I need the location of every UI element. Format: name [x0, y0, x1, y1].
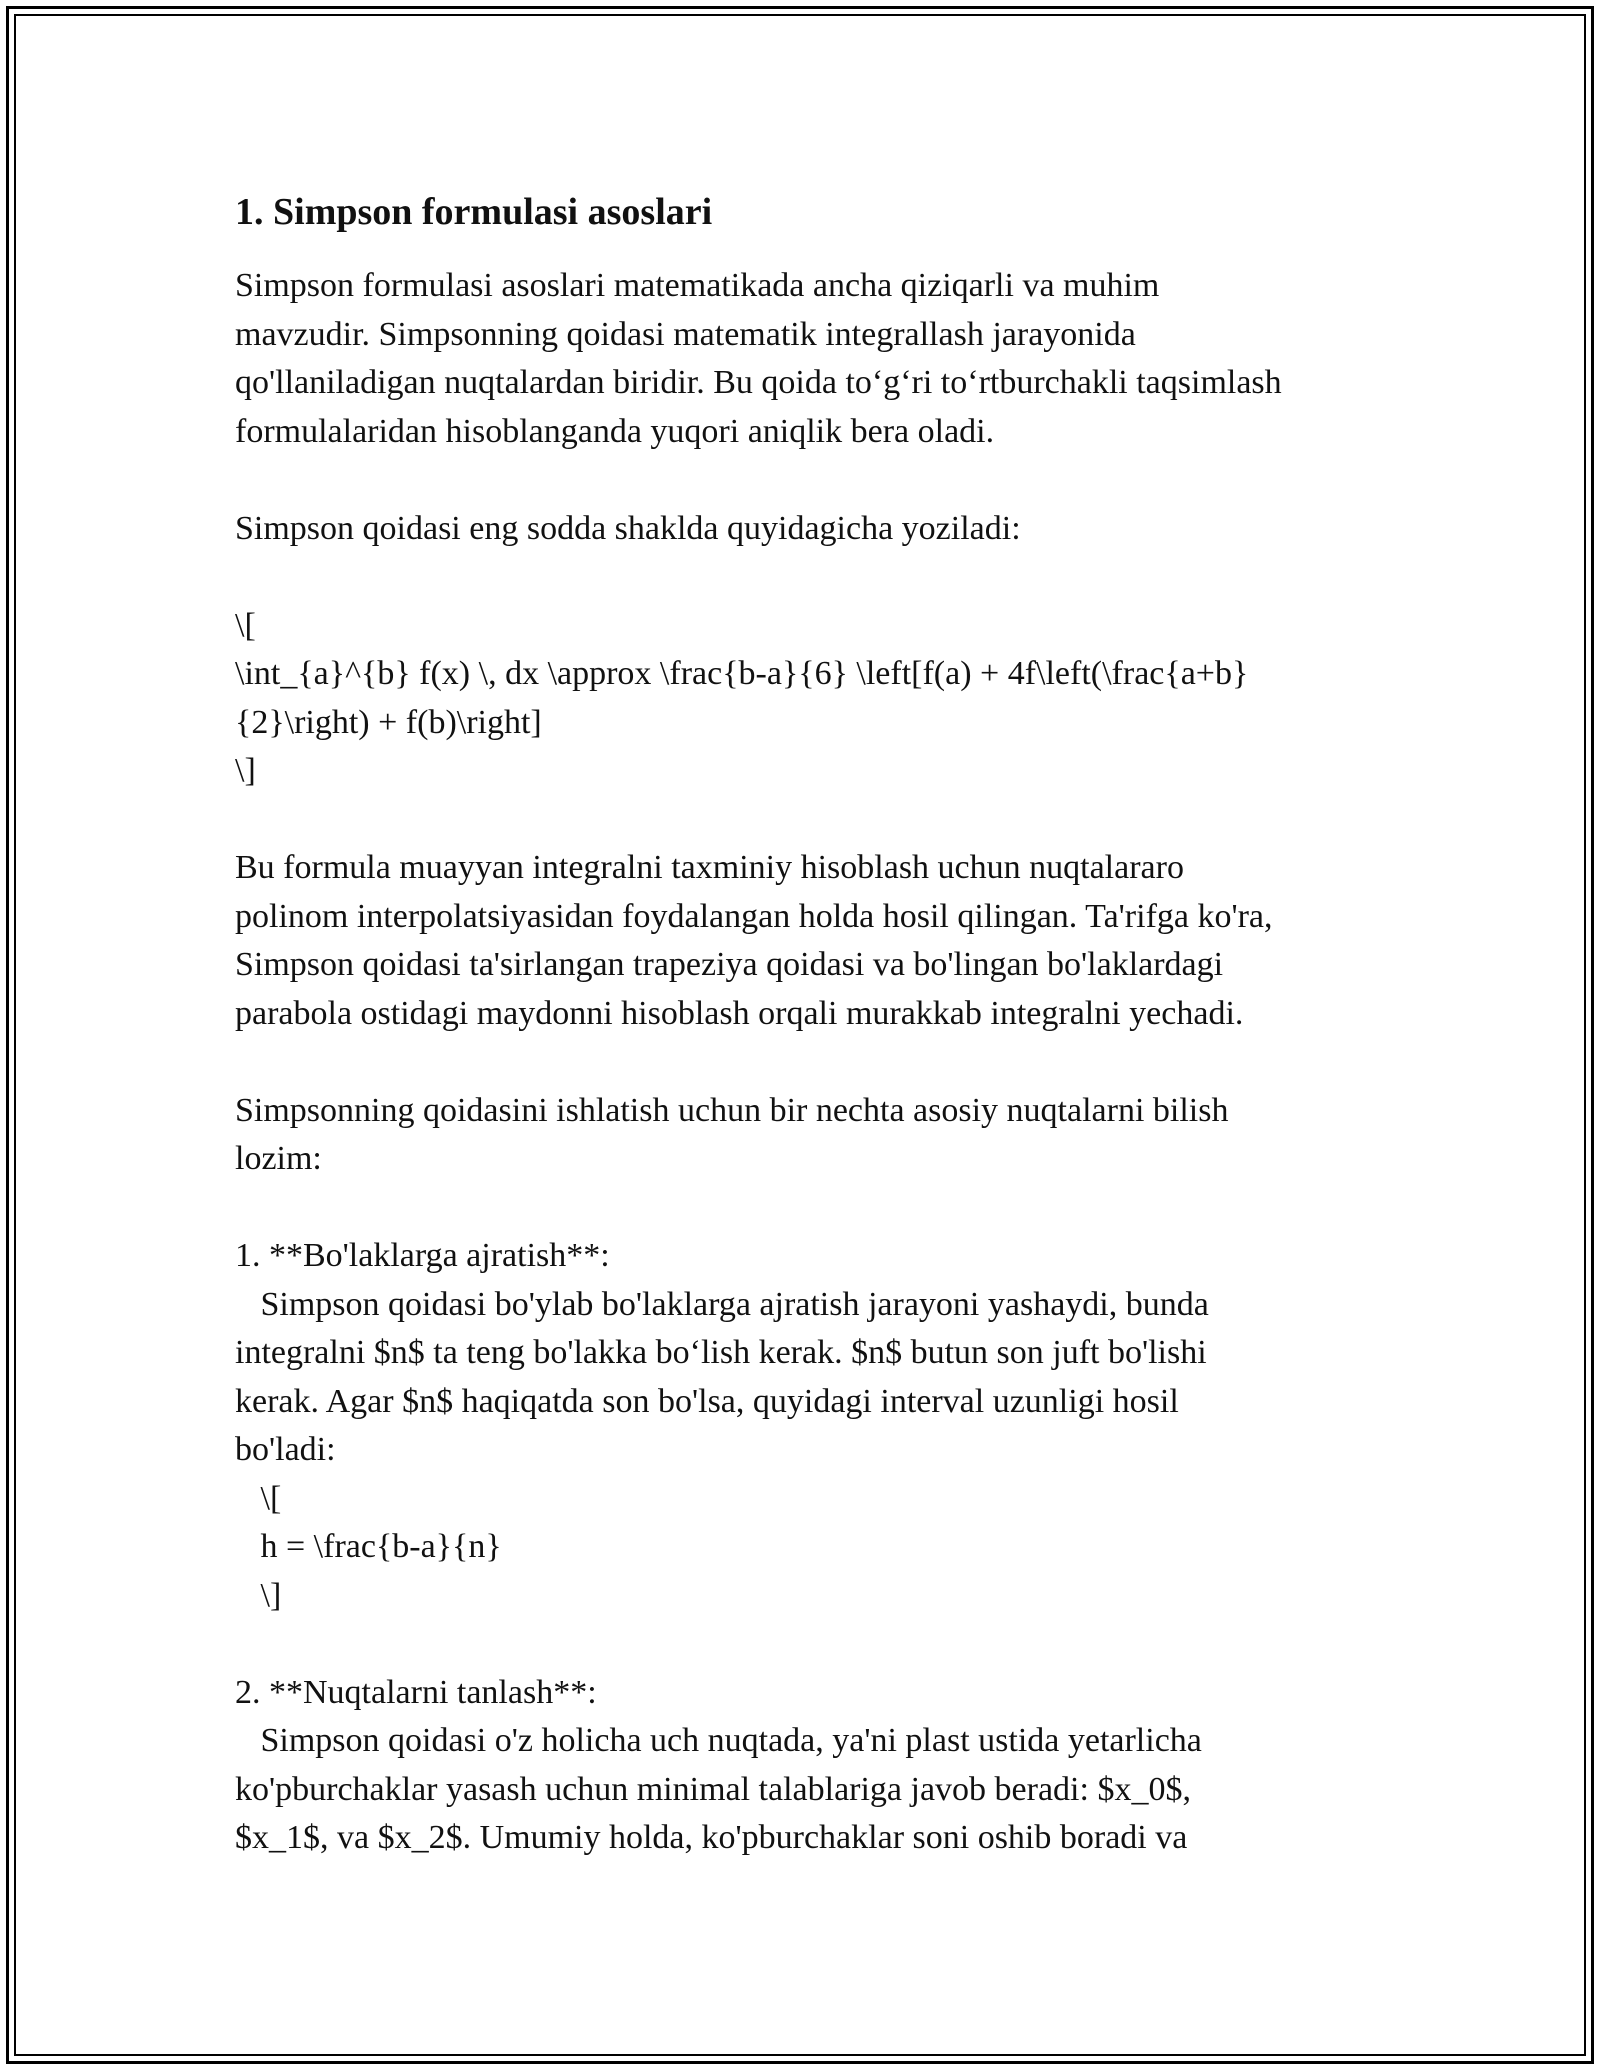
blank-line: [235, 1184, 1405, 1233]
formula-line: \int_{a}^{b} f(x) \, dx \approx \frac{b-a}{6} \left[f(a) + 4f\left(\frac{a+b}: [235, 655, 1249, 692]
document-body: [235, 180, 1405, 1863]
blank-line: [235, 1038, 1405, 1087]
text-line: 2. **Nuqtalarni tanlash**:: [235, 1673, 597, 1711]
text-line: Simpson formulasi asoslari matematikada ancha qiziqarli va muhim: [235, 267, 1160, 304]
text-line: Simpson qoidasi eng sodda shaklda quyidagicha yoziladi:: [235, 509, 1021, 547]
text-line: $x_1$, va $x_2$. Umumiy holda, ko'pburchaklar soni oshib boradi va: [235, 1819, 1188, 1856]
text-line: lozim:: [235, 1140, 322, 1177]
section-heading: 1. Simpson formulasi asoslari: [235, 191, 713, 233]
paragraph-key-points: [235, 1087, 1405, 1184]
text-line: formulalaridan hisoblanganda yuqori aniqlik bera oladi.: [235, 412, 995, 450]
paragraph-formula-intro: [235, 505, 1405, 554]
formula-line: h = \frac{b-a}{n}: [235, 1528, 502, 1565]
text-line: Simpsonning qoidasini ishlatish uchun bir nechta asosiy nuqtalarni bilish: [235, 1091, 1229, 1129]
text-line: parabola ostidagi maydonni hisoblash orqali murakkab integralni yechadi.: [235, 994, 1244, 1032]
blank-line: [235, 553, 1405, 602]
formula-line: \[: [235, 606, 256, 644]
formula-line: \]: [235, 1576, 282, 1614]
text-line: 1. **Bo'laklarga ajratish**:: [235, 1237, 610, 1274]
paragraph-explanation: [235, 844, 1405, 1038]
text-line: polinom interpolatsiyasidan foydalangan holda hosil qilingan. Ta'rifga ko'ra,: [235, 897, 1273, 935]
text-line: kerak. Agar $n$ haqiqatda son bo'lsa, quyidagi interval uzunligi hosil: [235, 1382, 1179, 1420]
text-line: Bu formula muayyan integralni taxminiy hisoblash uchun nuqtalararo: [235, 849, 1184, 886]
text-line: ko'pburchaklar yasash uchun minimal talablariga javob beradi: $x_0$,: [235, 1770, 1191, 1808]
text-line: Simpson qoidasi bo'ylab bo'laklarga ajratish jarayoni yashaydi, bunda: [235, 1285, 1209, 1323]
blank-line: [235, 1620, 1405, 1669]
paragraph-intro: [235, 262, 1405, 456]
formula-simpson: [235, 602, 1405, 796]
text-line: Simpson qoidasi o'z holicha uch nuqtada, ya'ni plast ustida yetarlicha: [235, 1722, 1202, 1759]
blank-line: [235, 796, 1405, 845]
formula-line: \]: [235, 752, 256, 789]
formula-line: \[: [235, 1479, 282, 1517]
text-line: bo'ladi:: [235, 1431, 336, 1468]
text-line: Simpson qoidasi ta'sirlangan trapeziya qoidasi va bo'lingan bo'laklardagi: [235, 946, 1224, 983]
text-line: integralni $n$ ta teng bo'lakka bo‘lish kerak. $n$ butun son juft bo'lishi: [235, 1334, 1207, 1371]
formula-line: {2}\right) + f(b)\right]: [235, 703, 542, 741]
text-line: qo'llaniladigan nuqtalardan biridir. Bu qoida to‘g‘ri to‘rtburchakli taqsimlash: [235, 364, 1282, 401]
text-line: mavzudir. Simpsonning qoidasi matematik integrallash jarayonida: [235, 315, 1136, 353]
list-item-partitioning: [235, 1232, 1405, 1620]
list-item-point-selection: [235, 1669, 1405, 1863]
blank-line: [235, 456, 1405, 505]
